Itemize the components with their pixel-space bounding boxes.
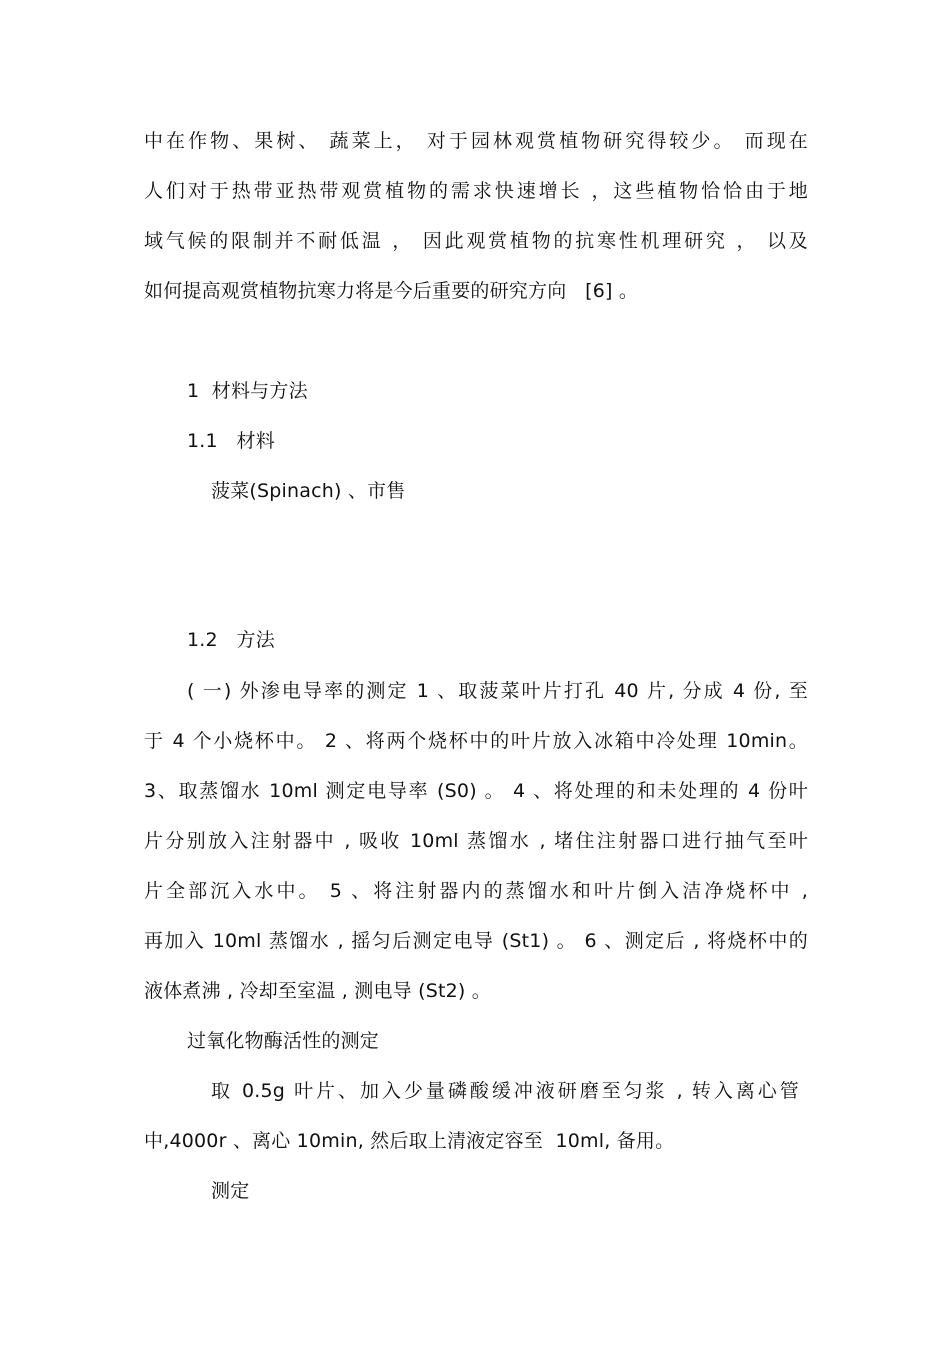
subsection-heading-materials: 1.1 材料 [187, 430, 275, 452]
conductivity-line-4: 片分别放入注射器中 , 吸收 10ml 蒸馏水 , 堵住注射器口进行抽气至叶 [144, 830, 808, 852]
peroxidase-line-1: 取 0.5g 叶片、加入少量磷酸缓冲液研磨至匀浆 , 转入离心管 [211, 1080, 799, 1102]
intro-line-3: 域气候的限制并不耐低温 ， 因此观赏植物的抗寒性机理研究 ， 以及 [144, 230, 808, 252]
materials-text: 菠菜(Spinach) 、市售 [211, 480, 406, 502]
intro-line-1: 中在作物、果树、 蔬菜上， 对于园林观赏植物研究得较少。 而现在 [144, 130, 808, 152]
intro-line-2: 人们对于热带亚热带观赏植物的需求快速增长 ，这些植物恰恰由于地 [144, 180, 808, 202]
conductivity-line-5: 片全部沉入水中。 5 、将注射器内的蒸馏水和叶片倒入洁净烧杯中 , [144, 880, 808, 902]
conductivity-line-7: 液体煮沸 , 冷却至室温 , 测电导 (St2) 。 [144, 980, 491, 1002]
intro-line-4: 如何提高观赏植物抗寒力将是今后重要的研究方向 [6] 。 [144, 280, 639, 302]
peroxidase-line-2: 中,4000r 、离心 10min, 然后取上清液定容至 10ml, 备用。 [144, 1130, 675, 1152]
peroxidase-heading: 过氧化物酶活性的测定 [187, 1030, 380, 1052]
section-heading: 1 材料与方法 [187, 380, 308, 402]
conductivity-line-2: 于 4 个小烧杯中。 2 、将两个烧杯中的叶片放入冰箱中冷处理 10min。 [144, 730, 808, 752]
conductivity-line-3: 3、取蒸馏水 10ml 测定电导率 (S0) 。 4 、将处理的和未处理的 4 份叶 [144, 780, 808, 802]
conductivity-line-1: ( 一) 外渗电导率的测定 1 、取菠菜叶片打孔 40 片, 分成 4 份, 至 [187, 680, 808, 702]
measure-label: 测定 [211, 1180, 250, 1202]
conductivity-line-6: 再加入 10ml 蒸馏水 , 摇匀后测定电导 (St1) 。 6 、测定后 , 将烧杯中的 [144, 930, 808, 952]
subsection-heading-methods: 1.2 方法 [187, 629, 275, 651]
